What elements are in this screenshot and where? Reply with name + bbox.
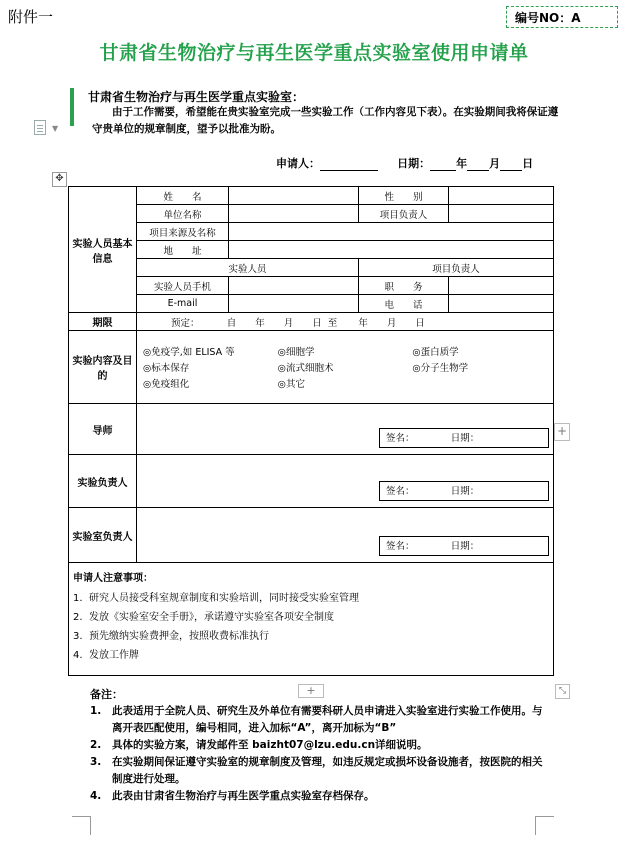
address-field[interactable] — [229, 241, 554, 259]
name-field[interactable] — [229, 187, 359, 205]
project-lead-field[interactable] — [449, 205, 554, 223]
remark-item: 3. 在实验期间保证遵守实验室的规章制度及管理，如违反规定或损坏设备设施者，按医院的相关制度进行处理。 — [90, 756, 543, 785]
exp-lead-field[interactable] — [137, 455, 554, 508]
period-label: 期限 — [69, 313, 137, 331]
remark-item: 2. 具体的实验方案，请发邮件至 baizht07@lzu.edu.cn详细说明。 — [90, 739, 428, 751]
option-specimen-storage[interactable]: ◎标本保存 — [143, 363, 190, 374]
page-title: 甘肃省生物治疗与再生医学重点实验室使用申请单 — [99, 42, 529, 64]
phone-field[interactable] — [229, 277, 359, 295]
position-field[interactable] — [449, 277, 554, 295]
add-column-icon[interactable]: + — [554, 423, 570, 441]
intro-text: 由于工作需要，希望能在贵实验室完成一些实验工作（工作内容见下表）。在实验期间我将保证遵守贵单位的规章制度，望予以批准为盼。 — [92, 106, 559, 135]
name-label: 姓 名 — [137, 187, 229, 205]
tel-field[interactable] — [449, 295, 554, 313]
date-label: 日期： — [397, 157, 431, 170]
option-flow-cytometry[interactable]: ◎流式细胞术 — [277, 363, 334, 374]
period-from: 自 年 月 日 — [226, 317, 322, 329]
remark-item: 1. 此表适用于全院人员、研究生及外单位有需要科研人员申请进入实验室进行实验工作使用。与离开表匹配使用，编号相同，进入加标“A”，离开加标为“B” — [90, 705, 543, 734]
note-item: 4. 发放工作牌 — [73, 650, 139, 661]
month-blank[interactable] — [467, 158, 489, 171]
add-row-icon[interactable]: + — [298, 684, 324, 698]
gender-field[interactable] — [449, 187, 554, 205]
option-immunology[interactable]: ◎免疫学,如 ELISA 等 — [143, 347, 235, 358]
period-plan: 预定： — [171, 317, 200, 329]
attachment-label: 附件一 — [8, 8, 54, 26]
period-to: 至 — [327, 317, 338, 329]
note-item: 3. 预先缴纳实验费押金，按照收费标准执行 — [73, 631, 269, 642]
day-blank[interactable] — [500, 158, 522, 171]
applicant-signature-line — [276, 155, 533, 171]
option-molecular-biology[interactable]: ◎分子生物学 — [412, 363, 469, 374]
basic-info-label: 实验人员基本信息 — [69, 187, 137, 313]
supervisor-label: 导师 — [69, 404, 137, 455]
exp-lead-sign-box[interactable]: 签名： 日期： — [379, 481, 549, 501]
addressee: 甘肃省生物治疗与再生医学重点实验室： — [88, 90, 305, 104]
project-source-field[interactable] — [229, 223, 554, 241]
table-move-handle-icon[interactable]: ✥ — [52, 172, 67, 187]
option-proteomics[interactable]: ◎蛋白质学 — [412, 347, 459, 358]
exp-lead-label: 实验负责人 — [69, 455, 137, 508]
remarks-title: 备注： — [90, 688, 123, 701]
note-item: 1. 研究人员接受科室规章制度和实验培训，同时接受实验室管理 — [73, 593, 359, 604]
unit-field[interactable] — [229, 205, 359, 223]
year-blank[interactable] — [430, 158, 456, 171]
option-other[interactable]: ◎其它 — [277, 379, 305, 390]
notes-title: 申请人注意事项： — [73, 573, 153, 584]
lab-lead-label: 实验室负责人 — [69, 508, 137, 563]
gender-label: 性 别 — [359, 187, 449, 205]
phone-label: 实验人员手机 — [137, 277, 229, 295]
page-corner-mark-right — [535, 816, 554, 835]
application-form-table — [68, 186, 554, 676]
month-label: 月 — [489, 157, 501, 170]
applicant-blank[interactable] — [320, 158, 378, 171]
project-lead-header: 项目负责人 — [359, 259, 554, 277]
option-cytology[interactable]: ◎细胞学 — [277, 347, 315, 358]
address-label: 地 址 — [137, 241, 229, 259]
experimenter-header: 实验人员 — [137, 259, 359, 277]
table-resize-icon[interactable]: ⤡ — [555, 684, 570, 699]
note-item: 2. 发放《实验室安全手册》，承诺遵守实验室各项安全制度 — [73, 612, 334, 623]
content-options — [137, 331, 554, 404]
remark-item: 4. 此表由甘肃省生物治疗与再生医学重点实验室存档保存。 — [90, 790, 375, 802]
email-label: E-mail — [137, 295, 229, 313]
tel-label: 电 话 — [359, 295, 449, 313]
supervisor-sign-box[interactable]: 签名： 日期： — [379, 428, 549, 448]
remarks-list — [90, 703, 550, 805]
option-immunohistochemistry[interactable]: ◎免疫组化 — [143, 379, 190, 390]
document-icon[interactable] — [34, 120, 46, 135]
email-field[interactable] — [229, 295, 359, 313]
period-end: 年 月 日 — [358, 317, 425, 329]
page-corner-mark-left — [72, 816, 91, 835]
year-label: 年 — [456, 157, 468, 170]
chevron-down-icon[interactable]: ▼ — [52, 124, 59, 133]
lab-lead-field[interactable] — [137, 508, 554, 563]
position-label: 职 务 — [359, 277, 449, 295]
notes-section — [69, 563, 554, 676]
unit-label: 单位名称 — [137, 205, 229, 223]
content-label: 实验内容及目的 — [69, 331, 137, 404]
supervisor-field[interactable] — [137, 404, 554, 455]
code-number-box: 编号NO：A — [506, 6, 618, 28]
day-label: 日 — [522, 157, 534, 170]
lab-lead-sign-box[interactable]: 签名： 日期： — [379, 536, 549, 556]
change-bar — [70, 88, 74, 126]
applicant-label: 申请人： — [276, 157, 320, 170]
project-lead-label: 项目负责人 — [359, 205, 449, 223]
period-field[interactable] — [137, 313, 554, 331]
project-source-label: 项目来源及名称 — [137, 223, 229, 241]
